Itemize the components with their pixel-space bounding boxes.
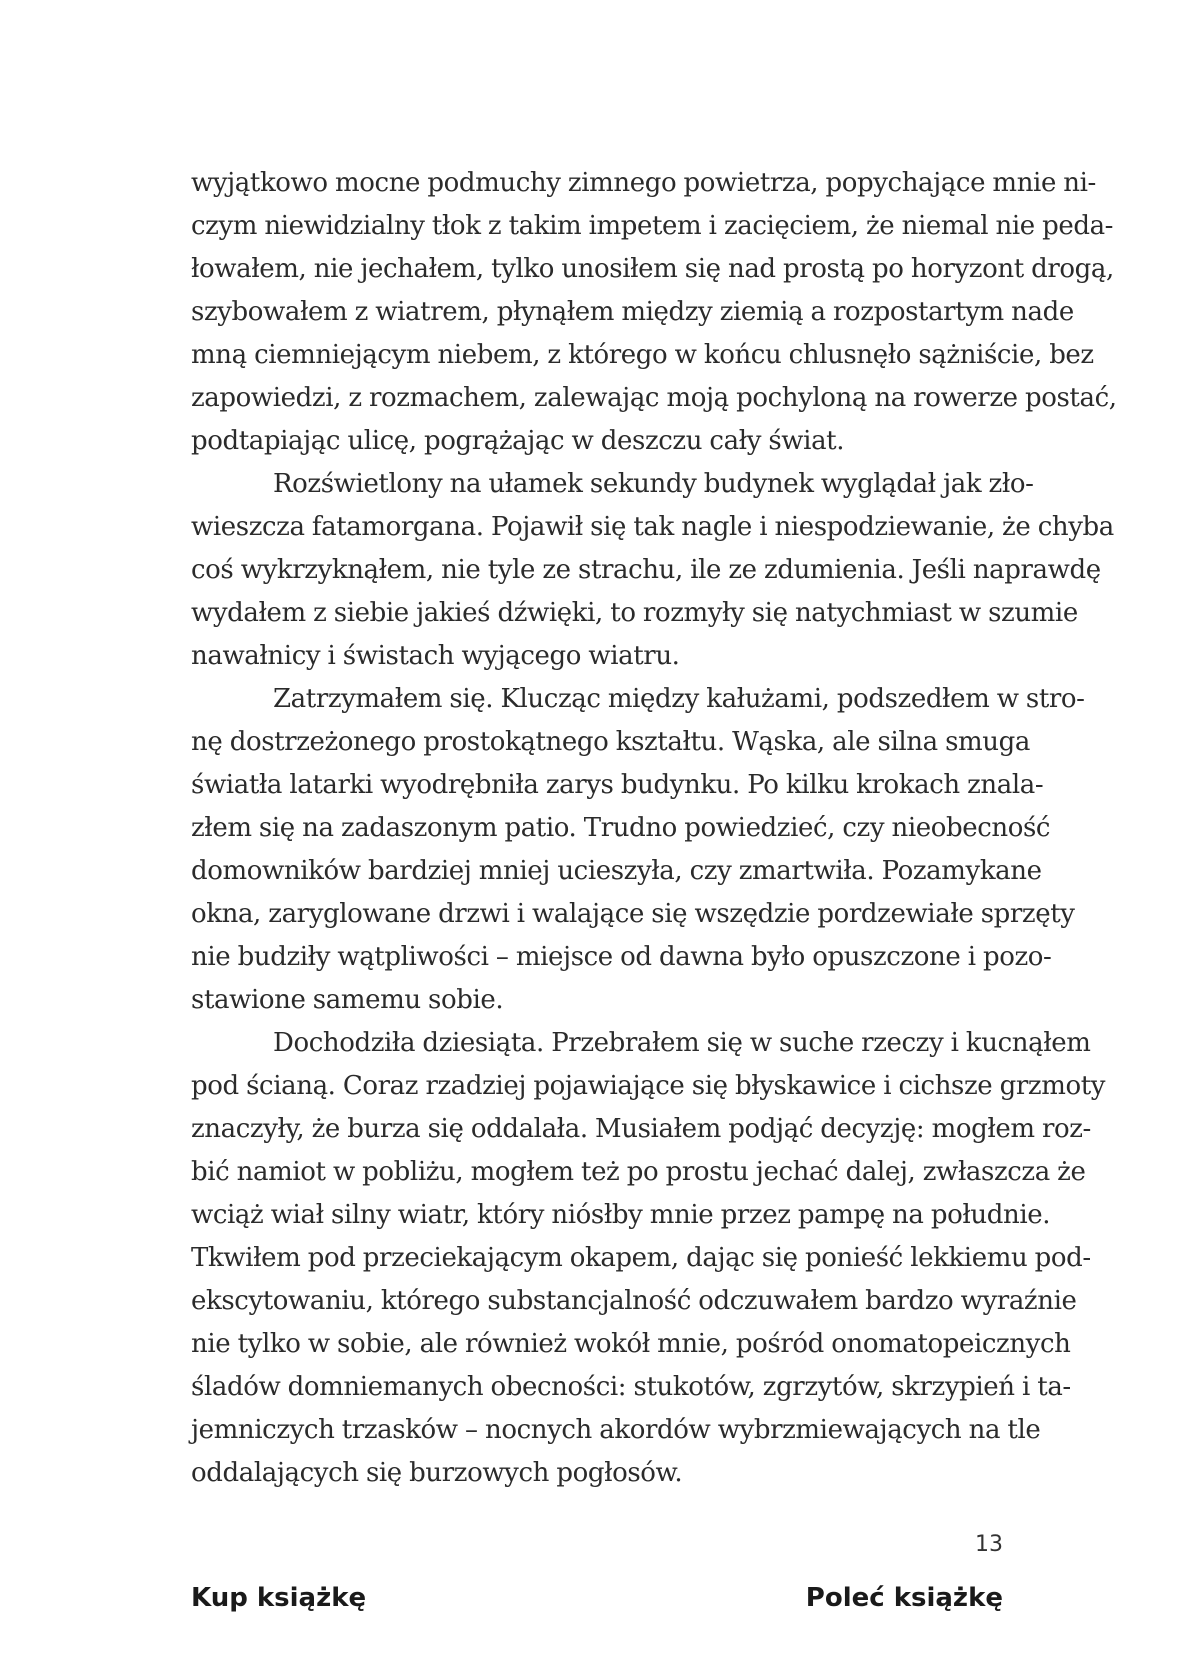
text-line: czym niewidzialny tłok z takim impetem i zacięciem, że niemal nie peda- — [191, 211, 1114, 241]
text-line: coś wykrzyknąłem, nie tyle ze strachu, ile ze zdumienia. Jeśli naprawdę — [191, 555, 1101, 585]
text-line: znaczyły, że burza się oddalała. Musiałem podjąć decyzję: mogłem roz- — [191, 1114, 1091, 1144]
recommend-book-link[interactable]: Poleć książkę — [805, 1583, 1003, 1613]
text-line: szybowałem z wiatrem, płynąłem między ziemią a rozpostartym nade — [191, 297, 1074, 327]
text-line: wyjątkowo mocne podmuchy zimnego powietrza, popychające mnie ni- — [191, 168, 1096, 198]
text-line: pod ścianą. Coraz rzadziej pojawiające się błyskawice i cichsze grzmoty — [191, 1071, 1106, 1101]
text-line: zapowiedzi, z rozmachem, zalewając moją pochyloną na rowerze postać, — [191, 383, 1117, 413]
text-line: okna, zaryglowane drzwi i walające się wszędzie pordzewiałe sprzęty — [191, 899, 1075, 929]
text-line: stawione samemu sobie. — [191, 985, 504, 1015]
text-line: bić namiot w pobliżu, mogłem też po prostu jechać dalej, zwłaszcza że — [191, 1157, 1086, 1187]
text-line: łowałem, nie jechałem, tylko unosiłem się nad prostą po horyzont drogą, — [191, 254, 1114, 284]
paragraph-1 — [191, 162, 1117, 463]
text-line: domowników bardziej mniej ucieszyła, czy zmartwiła. Pozamykane — [191, 856, 1042, 886]
text-line: śladów domniemanych obecności: stukotów, zgrzytów, skrzypień i ta- — [191, 1372, 1071, 1402]
text-line: Rozświetlony na ułamek sekundy budynek wyglądał jak zło- — [273, 469, 1034, 499]
paragraph-4 — [191, 1022, 1106, 1495]
buy-book-link[interactable]: Kup książkę — [191, 1583, 367, 1613]
text-line: Tkwiłem pod przeciekającym okapem, dając się ponieść lekkiemu pod- — [191, 1243, 1091, 1273]
paragraph-2 — [191, 463, 1114, 678]
text-line: nie tylko w sobie, ale również wokół mnie, pośród onomatopeicznych — [191, 1329, 1071, 1359]
text-line: wydałem z siebie jakieś dźwięki, to rozmyły się natychmiast w szumie — [191, 598, 1078, 628]
page-number: 13 — [975, 1532, 1003, 1557]
text-line: światła latarki wyodrębniła zarys budynku. Po kilku krokach znala- — [191, 770, 1044, 800]
text-line: złem się na zadaszonym patio. Trudno powiedzieć, czy nieobecność — [191, 813, 1051, 843]
text-line: nawałnicy i świstach wyjącego wiatru. — [191, 641, 680, 671]
text-line: nie budziły wątpliwości – miejsce od dawna było opuszczone i pozo- — [191, 942, 1052, 972]
text-line: wieszcza fatamorgana. Pojawił się tak nagle i niespodziewanie, że chyba — [191, 512, 1114, 542]
text-line: mną ciemniejącym niebem, z którego w końcu chlusnęło sążniście, bez — [191, 340, 1094, 370]
text-line: oddalających się burzowych pogłosów. — [191, 1458, 683, 1488]
body-text — [191, 162, 1117, 1495]
text-line: Zatrzymałem się. Klucząc między kałużami, podszedłem w stro- — [273, 684, 1085, 714]
paragraph-3 — [191, 678, 1085, 1022]
text-line: jemniczych trzasków – nocnych akordów wybrzmiewających na tle — [191, 1415, 1041, 1445]
text-line: Dochodziła dziesiąta. Przebrałem się w suche rzeczy i kucnąłem — [273, 1028, 1091, 1058]
text-line: podtapiając ulicę, pogrążając w deszczu cały świat. — [191, 426, 845, 456]
text-line: wciąż wiał silny wiatr, który niósłby mnie przez pampę na południe. — [191, 1200, 1051, 1230]
text-line: nę dostrzeżonego prostokątnego kształtu. Wąska, ale silna smuga — [191, 727, 1030, 757]
text-line: ekscytowaniu, którego substancjalność odczuwałem bardzo wyraźnie — [191, 1286, 1077, 1316]
